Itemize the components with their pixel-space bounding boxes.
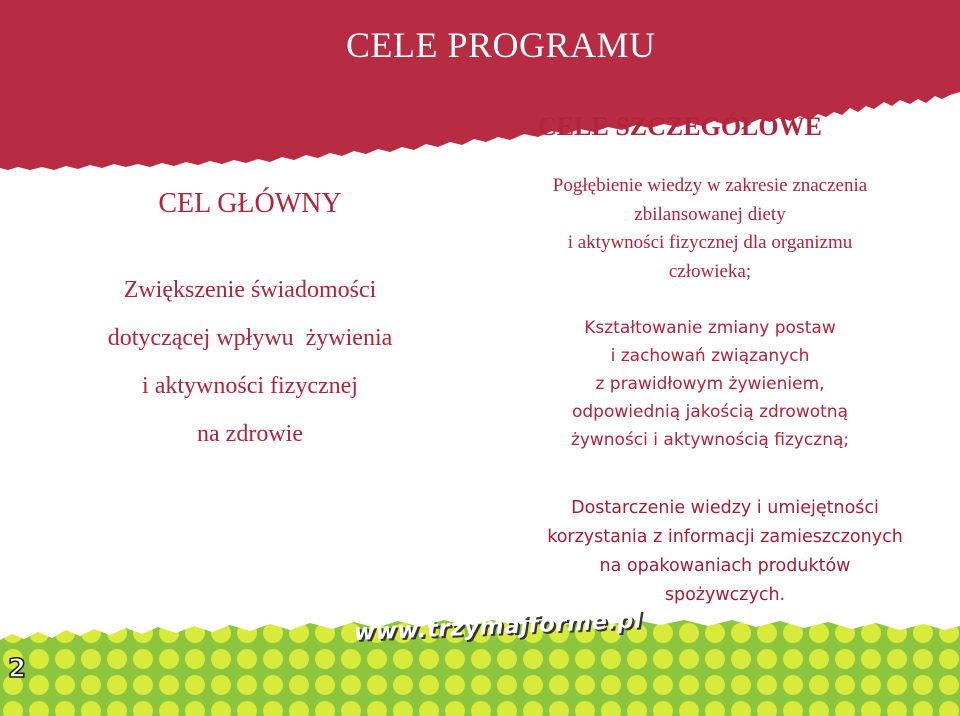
detailed-goal-3 xyxy=(490,494,960,610)
main-goal-line: Zwiększenie świadomości xyxy=(123,277,377,303)
detailed-goal-2 xyxy=(480,314,940,454)
goal-line: człowieka; xyxy=(668,260,752,282)
goal-line: korzystania z informacji zamieszczonych xyxy=(547,527,903,547)
goal-line: i zachowań związanych xyxy=(610,346,810,366)
website-url[interactable]: www.trzymajforme.pl xyxy=(353,607,643,646)
main-goal-line: na zdrowie xyxy=(197,421,303,447)
goal-line: i aktywności fizycznej dla organizmu xyxy=(567,232,853,253)
detail-heading: CELE SZCZEGÓŁOWE xyxy=(538,112,822,141)
detailed-goals-column xyxy=(480,172,940,454)
goal-line: spożywczych. xyxy=(664,585,786,605)
page-number: 2 xyxy=(8,654,27,684)
goal-line: z prawidłowym żywieniem, xyxy=(595,374,825,394)
goal-line: Kształtowanie zmiany postaw xyxy=(584,318,836,338)
main-goal-text xyxy=(40,266,460,458)
detail-heading-wrap xyxy=(0,0,960,170)
page-title: CELE PROGRAMU xyxy=(346,25,656,65)
goal-line: Dostarczenie wiedzy i umiejętności xyxy=(571,498,879,518)
detailed-goal-3-column xyxy=(490,494,960,610)
detailed-goal-1 xyxy=(480,172,940,286)
goal-line: Pogłębienie wiedzy w zakresie znaczenia xyxy=(552,175,868,196)
main-goal-line: dotyczącej wpływu żywienia xyxy=(107,325,393,351)
main-goal-heading: CEL GŁÓWNY xyxy=(158,188,342,219)
goal-line: odpowiednią jakością zdrowotną xyxy=(571,402,848,422)
main-goal-line: i aktywności fizycznej xyxy=(142,373,358,399)
goal-line: na opakowaniach produktów xyxy=(599,556,851,576)
goal-line: zbilansowanej diety xyxy=(634,203,786,225)
main-goal-column xyxy=(40,186,460,458)
goal-line: żywności i aktywnością fizyczną; xyxy=(570,430,850,450)
